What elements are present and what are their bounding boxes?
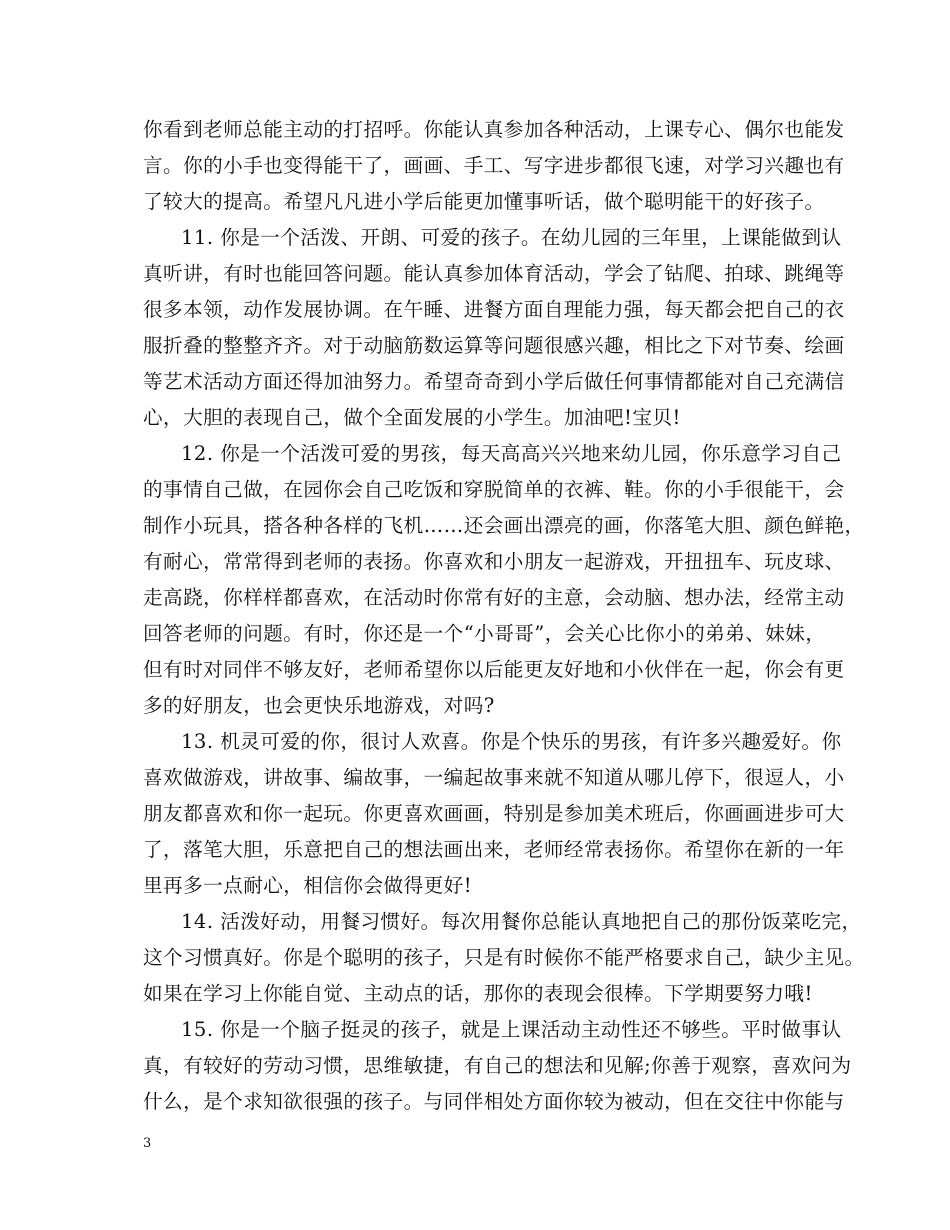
text-line: 走高跷，你样样都喜欢，在活动时你常有好的主意，会动脑、想办法，经常主动 [143, 586, 845, 609]
text-line: 了较大的提高。希望凡凡进小学后能更加懂事听话，做个聪明能干的好孩子。 [143, 190, 825, 213]
page-number: 3 [143, 1136, 152, 1151]
text-line: 回答老师的问题。有时，你还是一个“小哥哥”，会关心比你小的弟弟、妹妹， [143, 622, 826, 645]
body-text [143, 112, 865, 1120]
text-line: 制作小玩具，搭各种各样的飞机……还会画出漂亮的画，你落笔大胆、颜色鲜艳， [143, 514, 865, 537]
text-line: 你看到老师总能主动的打招呼。你能认真参加各种活动，上课专心、偶尔也能发 [143, 118, 845, 141]
text-line: 14. 活泼好动，用餐习惯好。每次用餐你总能认真地把自己的那份饭菜吃完， [181, 910, 862, 933]
text-line: 多的好朋友，也会更快乐地游戏，对吗? [143, 694, 495, 717]
text-line: 什么，是个求知欲很强的孩子。与同伴相处方面你较为被动，但在交往中你能与 [143, 1090, 845, 1113]
text-line: 心，大胆的表现自己，做个全面发展的小学生。加油吧!宝贝! [143, 406, 681, 429]
text-line: 11. 你是一个活泼、开朗、可爱的孩子。在幼儿园的三年里，上课能做到认 [181, 226, 842, 249]
text-line: 真，有较好的劳动习惯，思维敏捷，有自己的想法和见解;你善于观察，喜欢问为 [143, 1054, 852, 1077]
text-line: 很多本领，动作发展协调。在午睡、进餐方面自理能力强，每天都会把自己的衣 [143, 298, 845, 321]
text-line: 服折叠的整整齐齐。对于动脑筋数运算等问题很感兴趣，相比之下对节奏、绘画 [143, 334, 845, 357]
text-line: 喜欢做游戏，讲故事、编故事，一编起故事来就不知道从哪儿停下，很逗人，小 [143, 766, 845, 789]
text-line: 13. 机灵可爱的你，很讨人欢喜。你是个快乐的男孩，有许多兴趣爱好。你 [181, 730, 842, 753]
text-line: 这个习惯真好。你是个聪明的孩子，只是有时候你不能严格要求自己，缺少主见。 [143, 946, 865, 969]
text-line: 的事情自己做，在园你会自己吃饭和穿脱简单的衣裤、鞋。你的小手很能干，会 [143, 478, 845, 501]
text-line: 但有时对同伴不够友好，老师希望你以后能更友好地和小伙伴在一起，你会有更 [143, 658, 845, 681]
text-line: 15. 你是一个脑子挺灵的孩子，就是上课活动主动性还不够些。平时做事认 [181, 1018, 842, 1041]
text-line: 了，落笔大胆，乐意把自己的想法画出来，老师经常表扬你。希望你在新的一年 [143, 838, 845, 861]
text-line: 言。你的小手也变得能干了，画画、手工、写字进步都很飞速，对学习兴趣也有 [143, 154, 845, 177]
text-line: 12. 你是一个活泼可爱的男孩，每天高高兴兴地来幼儿园，你乐意学习自己 [181, 442, 842, 465]
text-line: 等艺术活动方面还得加油努力。希望奇奇到小学后做任何事情都能对自己充满信 [143, 370, 845, 393]
text-line: 里再多一点耐心，相信你会做得更好! [143, 874, 473, 897]
text-line: 朋友都喜欢和你一起玩。你更喜欢画画，特别是参加美术班后，你画画进步可大 [143, 802, 845, 825]
text-line: 如果在学习上你能自觉、主动点的话，那你的表现会很棒。下学期要努力哦! [143, 982, 813, 1005]
text-line: 有耐心，常常得到老师的表扬。你喜欢和小朋友一起游戏，开扭扭车、玩皮球、 [143, 550, 845, 573]
text-line: 真听讲，有时也能回答问题。能认真参加体育活动，学会了钻爬、拍球、跳绳等 [143, 262, 845, 285]
